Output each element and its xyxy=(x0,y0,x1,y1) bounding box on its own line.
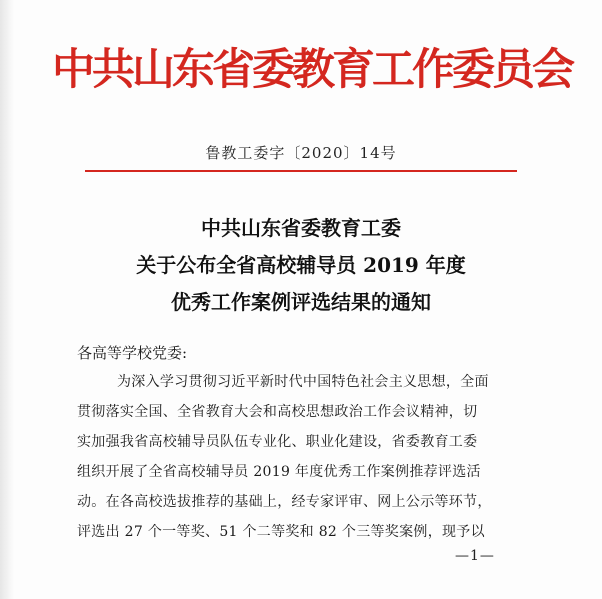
body-line: 贯彻落实全国、全省教育大会和高校思想政治工作会议精神，切 xyxy=(77,404,478,420)
body-line: 组织开展了全省高校辅导员 2019 年度优秀工作案例推荐评选活 xyxy=(77,464,481,480)
title-line-2: 关于公布全省高校辅导员 2019 年度 xyxy=(136,253,466,277)
title-line-1: 中共山东省委教育工委 xyxy=(201,216,401,240)
issuer-header: 中共山东省委教育工作委员会 xyxy=(52,45,572,95)
page-number: —1— xyxy=(455,548,495,564)
body-line: 为深入学习贯彻习近平新时代中国特色社会主义思想，全面 xyxy=(117,374,489,390)
red-divider-line xyxy=(85,170,517,172)
salutation: 各高等学校党委: xyxy=(77,344,188,362)
body-line: 评选出 27 个一等奖、51 个二等奖和 82 个三等奖案例，现予以 xyxy=(77,524,485,540)
body-line: 实加强我省高校辅导员队伍专业化、职业化建设，省委教育工委 xyxy=(77,434,478,450)
document-number: 鲁教工委字〔2020〕14号 xyxy=(205,144,397,162)
body-line: 动。在各高校选拔推荐的基础上，经专家评审、网上公示等环节， xyxy=(77,494,492,510)
title-line-3: 优秀工作案例评选结果的通知 xyxy=(171,290,431,314)
